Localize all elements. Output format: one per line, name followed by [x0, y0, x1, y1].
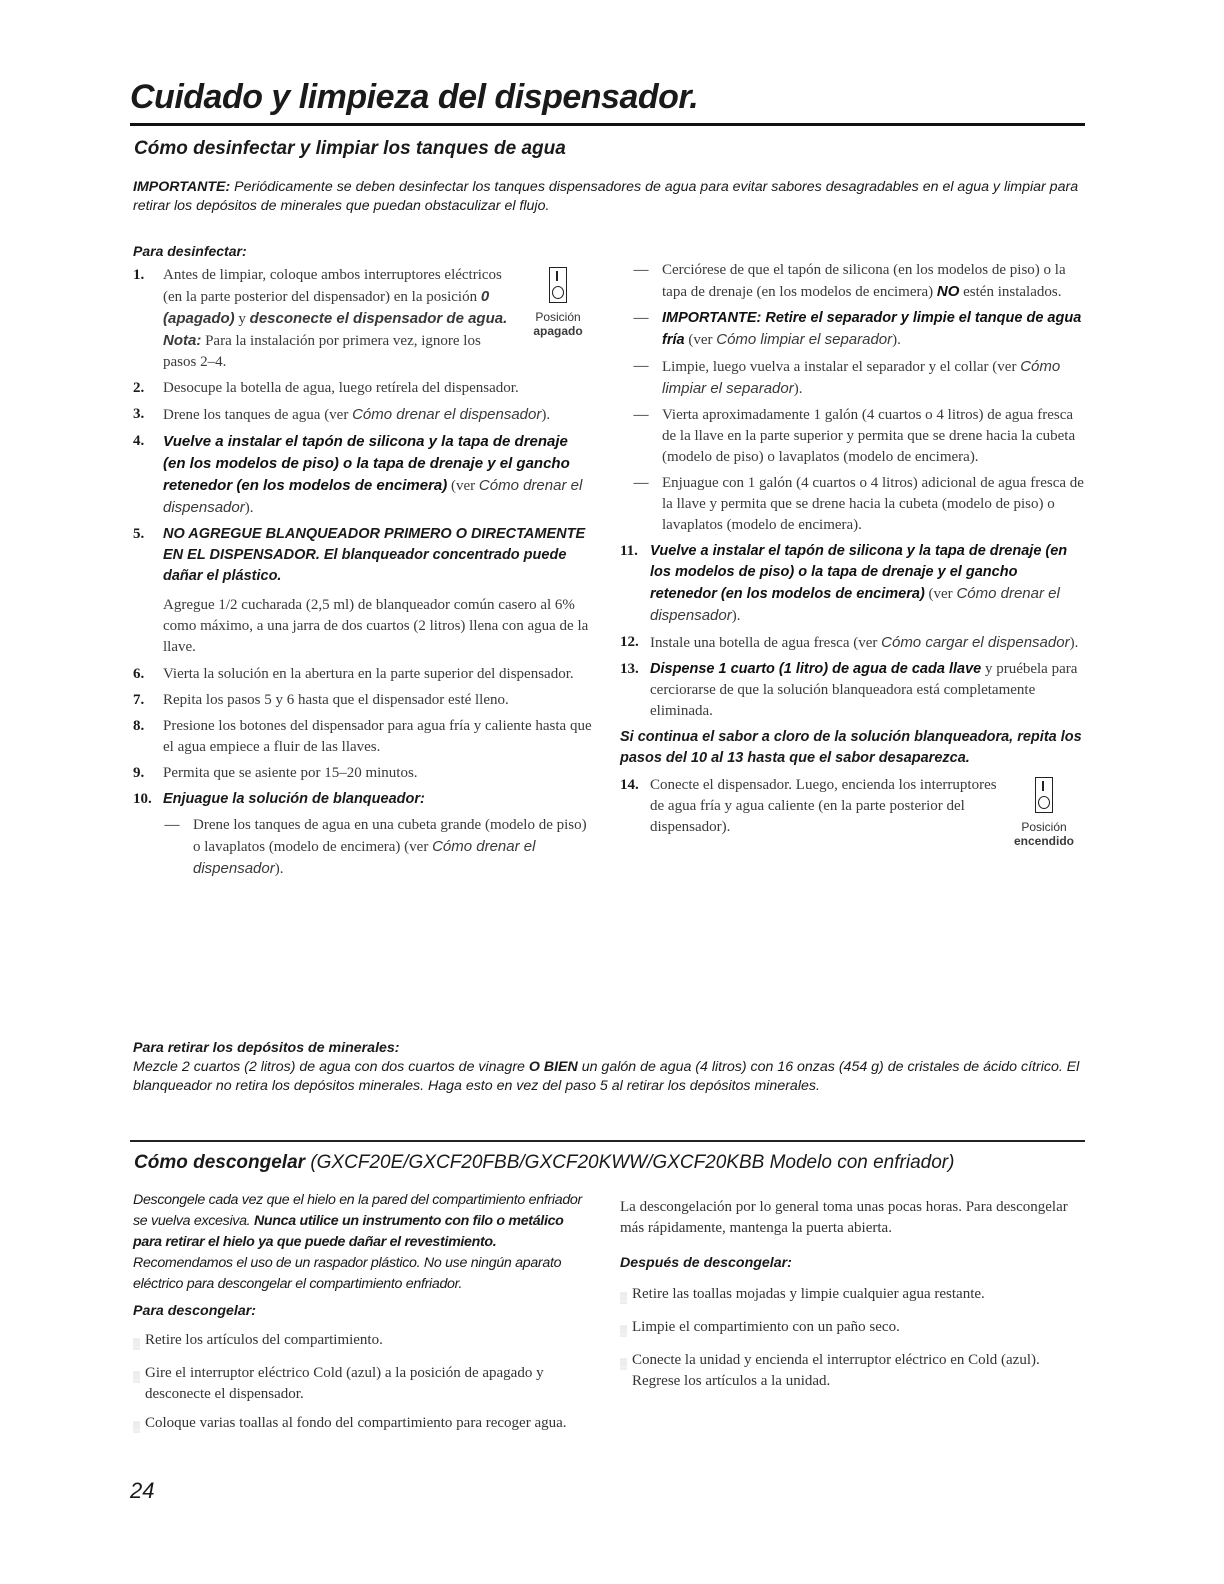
switch-off-figure: [523, 267, 593, 339]
switch-on-figure: [1003, 777, 1085, 849]
rinse-substep-1: — Drene los tanques de agua en una cubeta grande (modelo de piso) o lavaplatos (modelo de encimera) (ver Cómo drenar el dispensador).: [164, 817, 587, 877]
step-5: 5. NO AGREGUE BLANQUEADOR PRIMERO O DIRECTAMENTE EN EL DISPENSADOR. El blanqueador concentrado puede dañar el plástico.: [133, 526, 586, 584]
page-title: Cuidado y limpieza del dispensador.: [130, 78, 699, 116]
switch-off-icon: [549, 267, 567, 303]
rinse-substep-3: — IMPORTANTE: Retire el separador y limpie el tanque de agua fría (ver Cómo limpiar el separador).: [633, 310, 1082, 348]
step-12: 12. Instale una botella de agua fresca (ver Cómo cargar el dispensador).: [620, 634, 1079, 651]
important-label: IMPORTANTE:: [133, 179, 231, 195]
step-10: 10. Enjuague la solución de blanqueador:: [133, 791, 425, 807]
step-5-paragraph: Agregue 1/2 cucharada (2,5 ml) de blanqueador común casero al 6% como máximo, a una jarra de dos cuartos (2 litros) llena con agua de la llave.: [163, 597, 589, 655]
step-6: 6. Vierta la solución en la abertura en la parte superior del dispensador.: [133, 666, 574, 682]
bullet-icon: ▒: [620, 1359, 628, 1370]
bullet-icon: ▒: [620, 1326, 628, 1337]
section-rule: [130, 1140, 1085, 1142]
defrost-bullet-2: ▒ Gire el interruptor eléctrico Cold (azul) a la posición de apagado y desconecte el dispensador.: [133, 1363, 583, 1405]
defrost-time-note: La descongelación por lo general toma unas pocas horas. Para descongelar más rápidamente, mantenga la puerta abierta.: [620, 1199, 1068, 1236]
switch-off-label: Posición: [535, 310, 581, 324]
bullet-icon: ▒: [133, 1422, 141, 1433]
switch-on-state: encendido: [1013, 834, 1074, 848]
chlorine-note: Si continua el sabor a cloro de la solución blanqueadora, repita los pasos del 10 al 13 hasta que el sabor desaparezca.: [620, 729, 1082, 766]
title-rule: [130, 123, 1085, 126]
disinfect-subtitle: Para desinfectar:: [133, 243, 247, 259]
step-number: 1.: [133, 267, 145, 283]
defrost-bullet-1: ▒ Retire los artículos del compartimiento.: [133, 1330, 583, 1355]
after-bullet-1: ▒ Retire las toallas mojadas y limpie cualquier agua restante.: [620, 1284, 1085, 1309]
steps-left-column: [133, 241, 593, 885]
switch-off-state: apagado: [533, 324, 583, 338]
bullet-icon: ▒: [620, 1293, 628, 1304]
section-title-defrost: Cómo descongelar (GXCF20E/GXCF20FBB/GXCF20KWW/GXCF20KBB Modelo con enfriador): [134, 1152, 955, 1173]
intro-paragraph: [133, 178, 1083, 216]
after-defrost-subtitle: Después de descongelar:: [620, 1255, 792, 1271]
defrost-left-column: [133, 1190, 583, 1446]
step-3: 3. Drene los tanques de agua (ver Cómo drenar el dispensador).: [133, 406, 551, 423]
minerals-title: Para retirar los depósitos de minerales:: [133, 1040, 400, 1056]
step-1: 1. Posición apagado Antes de limpiar, coloque ambos interruptores eléctricos (en la parte posterior del dispensador) en la posición 0 (apagado) y desconecte el dispensador de agua. Nota: Para la instalación por primera vez, ignore los pasos 2–4.: [133, 265, 593, 373]
defrost-intro: Descongele cada vez que el hielo en la pared del compartimiento enfriador se vuelva excesiva. Nunca utilice un instrumento con filo o metálico para retirar el hielo ya que puede dañar el revestimiento. Recomendamos el uso de un raspador plástico. No use ningún aparato eléctrico para descongelar el compartimiento enfriador.: [133, 1192, 582, 1292]
section-title-disinfect: Cómo desinfectar y limpiar los tanques de agua: [134, 138, 566, 159]
intro-text: Periódicamente se deben desinfectar los tanques dispensadores de agua para evitar sabores desagradables en el agua y limpiar para retirar los depósitos de minerales que puedan obstaculizar el flujo.: [133, 179, 1079, 214]
rinse-substep-5: — Vierta aproximadamente 1 galón (4 cuartos o 4 litros) de agua fresca de la llave en la parte superior y permita que se drene hacia la cubeta (modelo de piso) o lavaplatos (modelo de encimera).: [633, 407, 1076, 465]
bullet-icon: ▒: [133, 1339, 141, 1350]
step-4: 4. Vuelve a instalar el tapón de silicona y la tapa de drenaje (en los modelos de piso) o la tapa de drenaje y el gancho retenedor (en los modelos de encimera) (ver Cómo drenar el dispensador).: [133, 433, 583, 516]
minerals-text: Mezcle 2 cuartos (2 litros) de agua con dos cuartos de vinagre O BIEN un galón de agua (4 litros) con 16 onzas (454 g) de cristales de ácido cítrico. El blanqueador no retira los depósitos minerales. Haga esto en vez del paso 5 al retirar los depósitos minerales.: [133, 1059, 1080, 1094]
after-bullet-2: ▒ Limpie el compartimiento con un paño seco.: [620, 1317, 1085, 1342]
switch-on-icon: [1035, 777, 1053, 813]
step-2: 2. Desocupe la botella de agua, luego retírela del dispensador.: [133, 380, 519, 396]
rinse-substep-4: — Limpie, luego vuelva a instalar el separador y el collar (ver Cómo limpiar el separador).: [633, 358, 1061, 397]
defrost-bullet-3: ▒ Coloque varias toallas al fondo del compartimiento para recoger agua.: [133, 1413, 583, 1438]
steps-right-column: [620, 260, 1085, 854]
bullet-icon: ▒: [133, 1372, 141, 1383]
step-13: 13. Dispense 1 cuarto (1 litro) de agua de cada llave y pruébela para cerciorarse de que la solución blanqueadora está completamente eliminada.: [620, 661, 1078, 719]
step-11: 11. Vuelve a instalar el tapón de silicona y la tapa de drenaje (en los modelos de piso) o la tapa de drenaje y el gancho retenedor (en los modelos de encimera) (ver Cómo drenar el dispensador).: [620, 543, 1068, 624]
rinse-substep-6: — Enjuague con 1 galón (4 cuartos o 4 litros) adicional de agua fresca de la llave y permita que se drene hacia la cubeta (modelo de piso) o lavaplatos (modelo de encimera).: [633, 475, 1084, 533]
switch-on-label: Posición: [1021, 820, 1067, 834]
defrost-right-column: [620, 1197, 1085, 1400]
after-bullet-3: ▒ Conecte la unidad y encienda el interruptor eléctrico en Cold (azul). Regrese los artículos a la unidad.: [620, 1350, 1085, 1392]
step-9: 9. Permita que se asiente por 15–20 minutos.: [133, 765, 418, 781]
step-7: 7. Repita los pasos 5 y 6 hasta que el dispensador esté lleno.: [133, 692, 509, 708]
rinse-substep-2: — Cerciórese de que el tapón de silicona (en los modelos de piso) o la tapa de drenaje (en los modelos de encimera) NO estén instalados.: [633, 262, 1066, 300]
defrost-subtitle: Para descongelar:: [133, 1303, 257, 1319]
minerals-section: [133, 1039, 1083, 1096]
page-number: 24: [130, 1478, 155, 1503]
step-8: 8. Presione los botones del dispensador para agua fría y caliente hasta que el agua empiece a fluir de las llaves.: [133, 718, 592, 755]
step-14: 14. Posición encendido Conecte el dispensador. Luego, encienda los interruptores de agua fría y agua caliente (en la parte posterior del dispensador).: [620, 775, 1085, 849]
